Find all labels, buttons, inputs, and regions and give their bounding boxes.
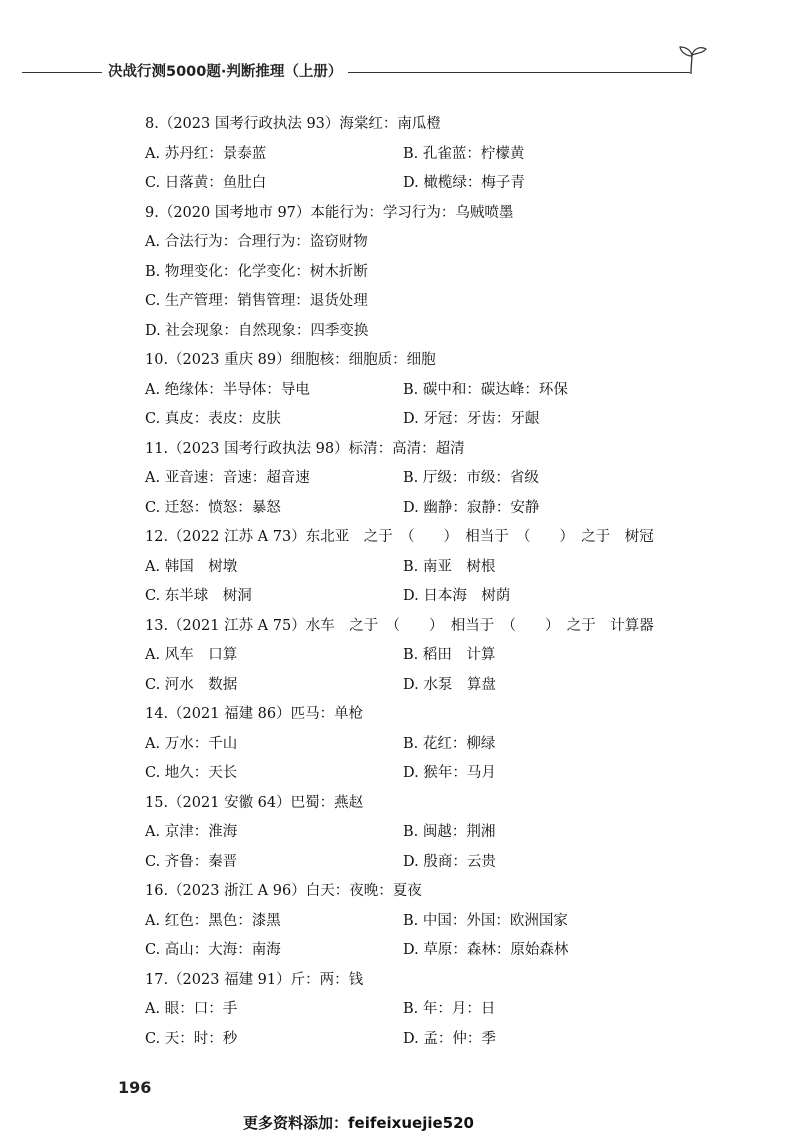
question-stem: 10.（2023 重庆 89）细胞核：细胞质：细胞 — [145, 352, 436, 368]
option-b: B. 南亚 树根 — [403, 558, 496, 575]
option-row — [145, 376, 705, 406]
option-row — [145, 582, 705, 612]
option-b: B. 物理变化：化学变化：树木折断 — [145, 263, 368, 280]
option-row — [145, 553, 705, 583]
option-c: C. 迁怒：愤怒：暴怒 — [145, 499, 281, 516]
option-d: D. 猴年：马月 — [403, 765, 496, 781]
question-stem: 13.（2021 江苏 A 75）水车 之于 （ ） 相当于 （ ） 之于 计算器 — [145, 617, 654, 634]
option-b: B. 厅级：市级：省级 — [403, 470, 539, 486]
option-row — [145, 228, 705, 258]
running-header — [0, 58, 800, 88]
option-row — [145, 1025, 705, 1055]
option-c: C. 日落黄：鱼肚白 — [145, 175, 267, 191]
question-stem: 16.（2023 浙江 A 96）白天：夜晚：夏夜 — [145, 883, 422, 899]
sprout-icon — [678, 44, 708, 76]
option-row — [145, 818, 705, 848]
question-list — [145, 110, 705, 1054]
option-d: D. 殷商：云贵 — [403, 853, 496, 870]
option-b: B. 孔雀蓝：柠檬黄 — [403, 145, 525, 162]
option-a: A. 风车 口算 — [145, 647, 238, 663]
option-row — [145, 641, 705, 671]
option-a: A. 韩国 树墩 — [145, 558, 238, 575]
option-row — [145, 140, 705, 170]
question-stem: 14.（2021 福建 86）匹马：单枪 — [145, 706, 364, 722]
book-title: 决战行测5000题·判断推理（上册） — [108, 64, 343, 80]
option-row — [145, 494, 705, 524]
option-c: C. 齐鲁：秦晋 — [145, 853, 238, 870]
option-b: B. 碳中和：碳达峰：环保 — [403, 381, 568, 398]
option-row — [145, 671, 705, 701]
header-rule-right — [348, 72, 690, 73]
option-c: C. 地久：天长 — [145, 765, 238, 781]
question-stem: 8.（2023 国考行政执法 93）海棠红：南瓜橙 — [145, 116, 441, 132]
option-d: D. 社会现象：自然现象：四季变换 — [145, 322, 369, 339]
option-a: A. 苏丹红：景泰蓝 — [145, 145, 267, 162]
option-row — [145, 730, 705, 760]
option-a: A. 京津：淮海 — [145, 824, 238, 840]
option-row — [145, 405, 705, 435]
option-b: B. 花红：柳绿 — [403, 735, 496, 752]
option-row — [145, 848, 705, 878]
option-row — [145, 258, 705, 288]
option-row — [145, 317, 705, 347]
option-b: B. 稻田 计算 — [403, 647, 496, 663]
option-d: D. 草原：森林：原始森林 — [403, 942, 569, 958]
option-row — [145, 169, 705, 199]
option-a: A. 眼：口：手 — [145, 1001, 238, 1017]
option-d: D. 幽静：寂静：安静 — [403, 499, 540, 516]
option-d: D. 水泵 算盘 — [403, 676, 496, 693]
option-row — [145, 287, 705, 317]
option-b: B. 闽越：荆湘 — [403, 824, 496, 840]
option-a: A. 合法行为：合理行为：盗窃财物 — [145, 234, 368, 250]
option-row — [145, 907, 705, 937]
option-a: A. 红色：黑色：漆黑 — [145, 912, 281, 929]
option-d: D. 橄榄绿：梅子青 — [403, 175, 525, 191]
option-c: C. 高山：大海：南海 — [145, 942, 281, 958]
option-c: C. 天：时：秒 — [145, 1030, 238, 1047]
option-c: C. 生产管理：销售管理：退货处理 — [145, 293, 368, 309]
option-a: A. 亚音速：音速：超音速 — [145, 470, 310, 486]
option-a: A. 万水：千山 — [145, 735, 238, 752]
option-b: B. 年：月：日 — [403, 1001, 496, 1017]
option-row — [145, 464, 705, 494]
option-c: C. 东半球 树洞 — [145, 588, 252, 604]
option-d: D. 孟：仲：季 — [403, 1030, 496, 1047]
question-stem: 9.（2020 国考地市 97）本能行为：学习行为：乌贼喷墨 — [145, 204, 514, 221]
option-c: C. 真皮：表皮：皮肤 — [145, 411, 281, 427]
option-row — [145, 995, 705, 1025]
option-d: D. 日本海 树荫 — [403, 588, 511, 604]
question-stem: 12.（2022 江苏 A 73）东北亚 之于 （ ） 相当于 （ ） 之于 树冠 — [145, 529, 654, 545]
page-number: 196 — [118, 1078, 152, 1097]
option-row — [145, 936, 705, 966]
option-a: A. 绝缘体：半导体：导电 — [145, 381, 310, 398]
header-rule-left — [22, 72, 102, 73]
question-stem: 15.（2021 安徽 64）巴蜀：燕赵 — [145, 794, 364, 811]
option-b: B. 中国：外国：欧洲国家 — [403, 912, 568, 929]
question-stem: 17.（2023 福建 91）斤：两：钱 — [145, 971, 364, 988]
option-d: D. 牙冠：牙齿：牙龈 — [403, 411, 540, 427]
footer-note: 更多资料添加：feifeixuejie520 — [243, 1114, 474, 1132]
option-c: C. 河水 数据 — [145, 676, 238, 693]
option-row — [145, 759, 705, 789]
question-stem: 11.（2023 国考行政执法 98）标清：高清：超清 — [145, 440, 465, 457]
